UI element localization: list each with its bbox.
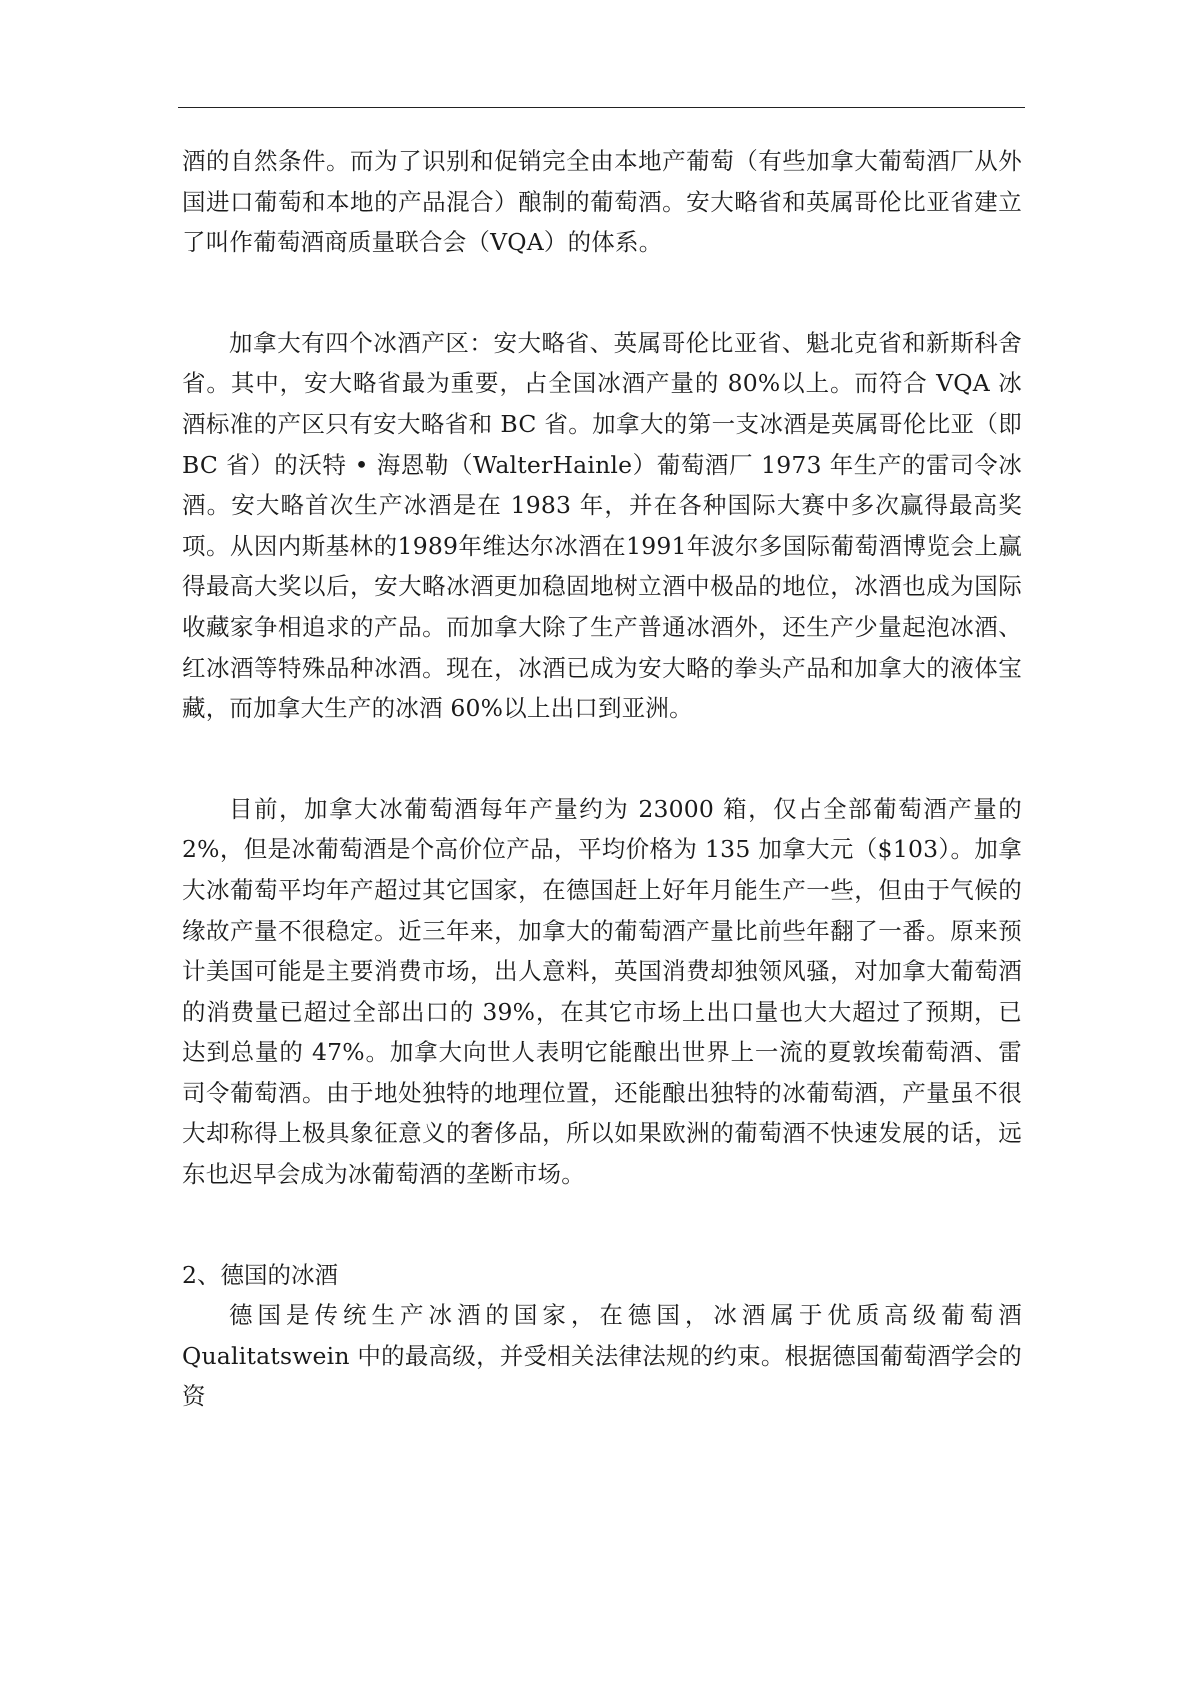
header-rule: [178, 107, 1025, 108]
paragraph-gap: [182, 729, 1022, 789]
paragraph-gap: [182, 263, 1022, 323]
paragraph-vqa: 酒的自然条件。而为了识别和促销完全由本地产葡萄（有些加拿大葡萄酒厂从外国进口葡萄和本地的产品混合）酿制的葡萄酒。安大略省和英属哥伦比亚省建立了叫作葡萄酒商质量联合会（VQA）的体系。: [182, 147, 1022, 257]
paragraph-canada-regions: 加拿大有四个冰酒产区：安大略省、英属哥伦比亚省、魁北克省和新斯科舍省。其中，安大略省最为重要，占全国冰酒产量的 80%以上。而符合 VQA 冰酒标准的产区只有安大略省和 BC 省。加拿大的第一支冰酒是英属哥伦比亚（即 BC 省）的沃特 • 海恩勒（WalterHainle）葡萄酒厂 1973 年生产的雷司令冰酒。安大略首次生产冰酒是在 1983 年，并在各种国际大赛中多次赢得最高奖项。从因内斯基林的1989年维达尔冰酒在1991年波尔多国际葡萄酒博览会上赢得最高大奖以后，安大略冰酒更加稳固地树立酒中极品的地位，冰酒也成为国际收藏家争相追求的产品。而加拿大除了生产普通冰酒外，还生产少量起泡冰酒、红冰酒等特殊品种冰酒。现在，冰酒已成为安大略的拳头产品和加拿大的液体宝藏，而加拿大生产的冰酒 60%以上出口到亚洲。: [182, 328, 1022, 723]
paragraph-germany: 德国是传统生产冰酒的国家，在德国，冰酒属于优质高级葡萄酒 Qualitatswein 中的最高级，并受相关法律法规的约束。根据德国葡萄酒学会的资: [182, 1301, 1022, 1411]
paragraph-gap: [182, 1195, 1022, 1255]
document-body: [182, 141, 1022, 1417]
paragraph-canada-production: 目前，加拿大冰葡萄酒每年产量约为 23000 箱，仅占全部葡萄酒产量的 2%，但是冰葡萄酒是个高价位产品，平均价格为 135 加拿大元（$103）。加拿大冰葡萄平均年产超过其它国家，在德国赶上好年月能生产一些，但由于气候的缘故产量不很稳定。近三年来，加拿大的葡萄酒产量比前些年翻了一番。原来预计美国可能是主要消费市场，出人意料，英国消费却独领风骚，对加拿大葡萄酒的消费量已超过全部出口的 39%，在其它市场上出口量也大大超过了预期，已达到总量的 47%。加拿大向世人表明它能酿出世界上一流的夏敦埃葡萄酒、雷司令葡萄酒。由于地处独特的地理位置，还能酿出独特的冰葡萄酒，产量虽不很大却称得上极具象征意义的奢侈品，所以如果欧洲的葡萄酒不快速发展的话，远东也迟早会成为冰葡萄酒的垄断市场。: [182, 794, 1022, 1189]
section-heading-germany: 2、德国的冰酒: [182, 1260, 338, 1289]
